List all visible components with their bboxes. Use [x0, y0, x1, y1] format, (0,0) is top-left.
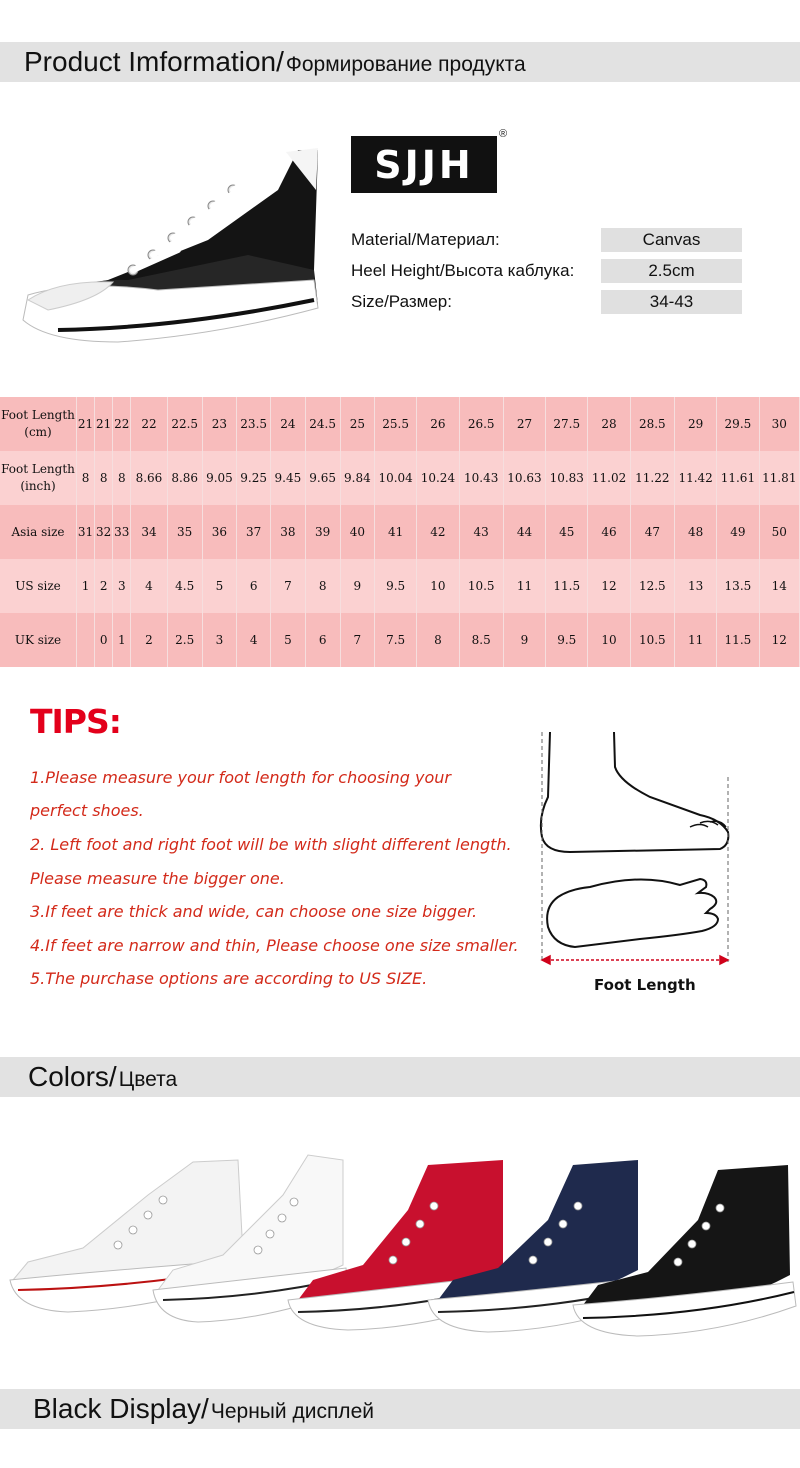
size-cell: 26 [417, 397, 459, 451]
size-cell: 12.5 [630, 559, 674, 613]
size-cell: 41 [374, 505, 416, 559]
size-cell: 21 [77, 397, 95, 451]
size-cell: 10.83 [546, 451, 588, 505]
size-cell: 1 [77, 559, 95, 613]
size-cell: 45 [546, 505, 588, 559]
size-cell: 9.45 [271, 451, 305, 505]
size-cell: 29 [674, 397, 716, 451]
size-cell: 2.5 [167, 613, 202, 667]
size-cell: 6 [305, 613, 340, 667]
size-cell: 24 [271, 397, 305, 451]
size-cell: 11.02 [588, 451, 630, 505]
section-subtitle: Формирование продукта [285, 53, 526, 76]
size-cell: 13 [674, 559, 716, 613]
spec-label: Size/Размер: [351, 292, 452, 311]
size-cell: 8 [305, 559, 340, 613]
section-subtitle: Цвета [118, 1068, 178, 1091]
size-cell: 25 [340, 397, 374, 451]
size-cell: 26.5 [459, 397, 503, 451]
colors-header [0, 1057, 800, 1097]
size-cell: 31 [77, 505, 95, 559]
size-cell: 10.43 [459, 451, 503, 505]
size-cell: 50 [759, 505, 799, 559]
spec-value: 34-43 [601, 290, 742, 314]
size-cell: 22 [113, 397, 131, 451]
size-cell: 7.5 [374, 613, 416, 667]
spec-label: Material/Материал: [351, 230, 500, 249]
section-title: Colors/ [28, 1061, 117, 1092]
size-cell: 47 [630, 505, 674, 559]
size-table-row [0, 559, 800, 613]
size-cell: 10.5 [630, 613, 674, 667]
size-cell: 2 [95, 559, 113, 613]
size-cell: 9 [503, 613, 545, 667]
spec-material [351, 228, 751, 252]
size-cell: 28.5 [630, 397, 674, 451]
size-cell: 10 [588, 613, 630, 667]
size-cell: 12 [759, 613, 799, 667]
size-row-label: Foot Length (cm) [0, 397, 77, 451]
tip-line: 3.If feet are thick and wide, can choose one size bigger. [30, 902, 478, 921]
size-cell: 10 [417, 559, 459, 613]
black-display-header [0, 1389, 800, 1429]
size-table-row [0, 397, 800, 451]
size-chart-table [0, 397, 800, 667]
size-cell: 38 [271, 505, 305, 559]
brand-logo: SJJH [351, 136, 497, 193]
size-cell: 43 [459, 505, 503, 559]
size-cell: 49 [717, 505, 759, 559]
size-row-label: US size [0, 559, 77, 613]
size-cell: 8 [77, 451, 95, 505]
tip-line: 4.If feet are narrow and thin, Please choose one size smaller. [30, 936, 519, 955]
size-cell: 10.5 [459, 559, 503, 613]
size-cell: 10.04 [374, 451, 416, 505]
size-cell: 27.5 [546, 397, 588, 451]
size-cell: 11.5 [546, 559, 588, 613]
size-cell: 5 [271, 613, 305, 667]
section-subtitle: Черный дисплей [210, 1400, 374, 1423]
size-cell: 11.5 [717, 613, 759, 667]
size-cell: 35 [167, 505, 202, 559]
tip-line: 2. Left foot and right foot will be with slight different length. [30, 835, 512, 854]
size-cell: 48 [674, 505, 716, 559]
size-cell: 24.5 [305, 397, 340, 451]
spec-value: Canvas [601, 228, 742, 252]
size-cell: 9.5 [374, 559, 416, 613]
size-cell: 11.42 [674, 451, 716, 505]
size-cell: 29.5 [717, 397, 759, 451]
size-cell: 8.5 [459, 613, 503, 667]
size-cell: 30 [759, 397, 799, 451]
spec-size [351, 290, 751, 314]
registered-mark: ® [499, 128, 508, 140]
size-cell: 2 [131, 613, 167, 667]
size-cell: 36 [202, 505, 236, 559]
size-cell: 6 [237, 559, 271, 613]
size-cell: 22 [131, 397, 167, 451]
size-table-row [0, 451, 800, 505]
size-cell: 40 [340, 505, 374, 559]
size-cell: 21 [95, 397, 113, 451]
size-cell: 4.5 [167, 559, 202, 613]
size-cell: 44 [503, 505, 545, 559]
size-cell: 4 [131, 559, 167, 613]
spec-heel-height [351, 259, 751, 283]
size-cell: 11.22 [630, 451, 674, 505]
section-title: Product Imformation/ [24, 46, 284, 77]
tips-title: TIPS: [30, 702, 121, 741]
size-cell: 14 [759, 559, 799, 613]
size-cell: 42 [417, 505, 459, 559]
size-row-label: UK size [0, 613, 77, 667]
foot-length-label: Foot Length [594, 976, 696, 994]
size-cell: 13.5 [717, 559, 759, 613]
tip-line: 1.Please measure your foot length for choosing your [30, 768, 451, 787]
size-cell: 10.24 [417, 451, 459, 505]
size-cell: 3 [113, 559, 131, 613]
size-cell: 11.81 [759, 451, 799, 505]
size-cell: 27 [503, 397, 545, 451]
size-cell: 9.65 [305, 451, 340, 505]
tip-line: perfect shoes. [30, 801, 144, 820]
spec-value: 2.5cm [601, 259, 742, 283]
size-cell: 0 [95, 613, 113, 667]
size-cell: 39 [305, 505, 340, 559]
product-info-header [0, 42, 800, 82]
size-row-label: Foot Length (inch) [0, 451, 77, 505]
size-cell: 12 [588, 559, 630, 613]
size-cell: 33 [113, 505, 131, 559]
size-cell: 3 [202, 613, 236, 667]
size-cell: 9.05 [202, 451, 236, 505]
size-cell: 7 [340, 613, 374, 667]
size-table-row [0, 505, 800, 559]
size-cell: 22.5 [167, 397, 202, 451]
size-table-row [0, 613, 800, 667]
size-cell: 8 [113, 451, 131, 505]
size-cell: 25.5 [374, 397, 416, 451]
size-cell: 11.61 [717, 451, 759, 505]
tip-line: Please measure the bigger one. [30, 869, 285, 888]
foot-measure-diagram [530, 727, 740, 977]
size-cell: 9.84 [340, 451, 374, 505]
size-cell: 4 [237, 613, 271, 667]
size-cell: 1 [113, 613, 131, 667]
size-cell: 8 [417, 613, 459, 667]
size-cell: 46 [588, 505, 630, 559]
size-cell: 8.86 [167, 451, 202, 505]
size-row-label: Asia size [0, 505, 77, 559]
size-cell: 32 [95, 505, 113, 559]
size-cell: 11 [503, 559, 545, 613]
size-cell: 23 [202, 397, 236, 451]
size-cell: 5 [202, 559, 236, 613]
size-cell: 7 [271, 559, 305, 613]
size-cell: 9 [340, 559, 374, 613]
size-cell: 9.5 [546, 613, 588, 667]
size-cell: 9.25 [237, 451, 271, 505]
size-cell: 34 [131, 505, 167, 559]
tip-line: 5.The purchase options are according to US SIZE. [30, 969, 428, 988]
size-cell: 28 [588, 397, 630, 451]
color-options-image [8, 1150, 798, 1340]
size-cell: 11 [674, 613, 716, 667]
size-cell: 10.63 [503, 451, 545, 505]
spec-label: Heel Height/Высота каблука: [351, 261, 575, 280]
size-cell [77, 613, 95, 667]
black-sneaker-image [18, 130, 328, 350]
section-title: Black Display/ [33, 1393, 209, 1424]
size-cell: 23.5 [237, 397, 271, 451]
size-cell: 8.66 [131, 451, 167, 505]
size-cell: 8 [95, 451, 113, 505]
size-cell: 37 [237, 505, 271, 559]
